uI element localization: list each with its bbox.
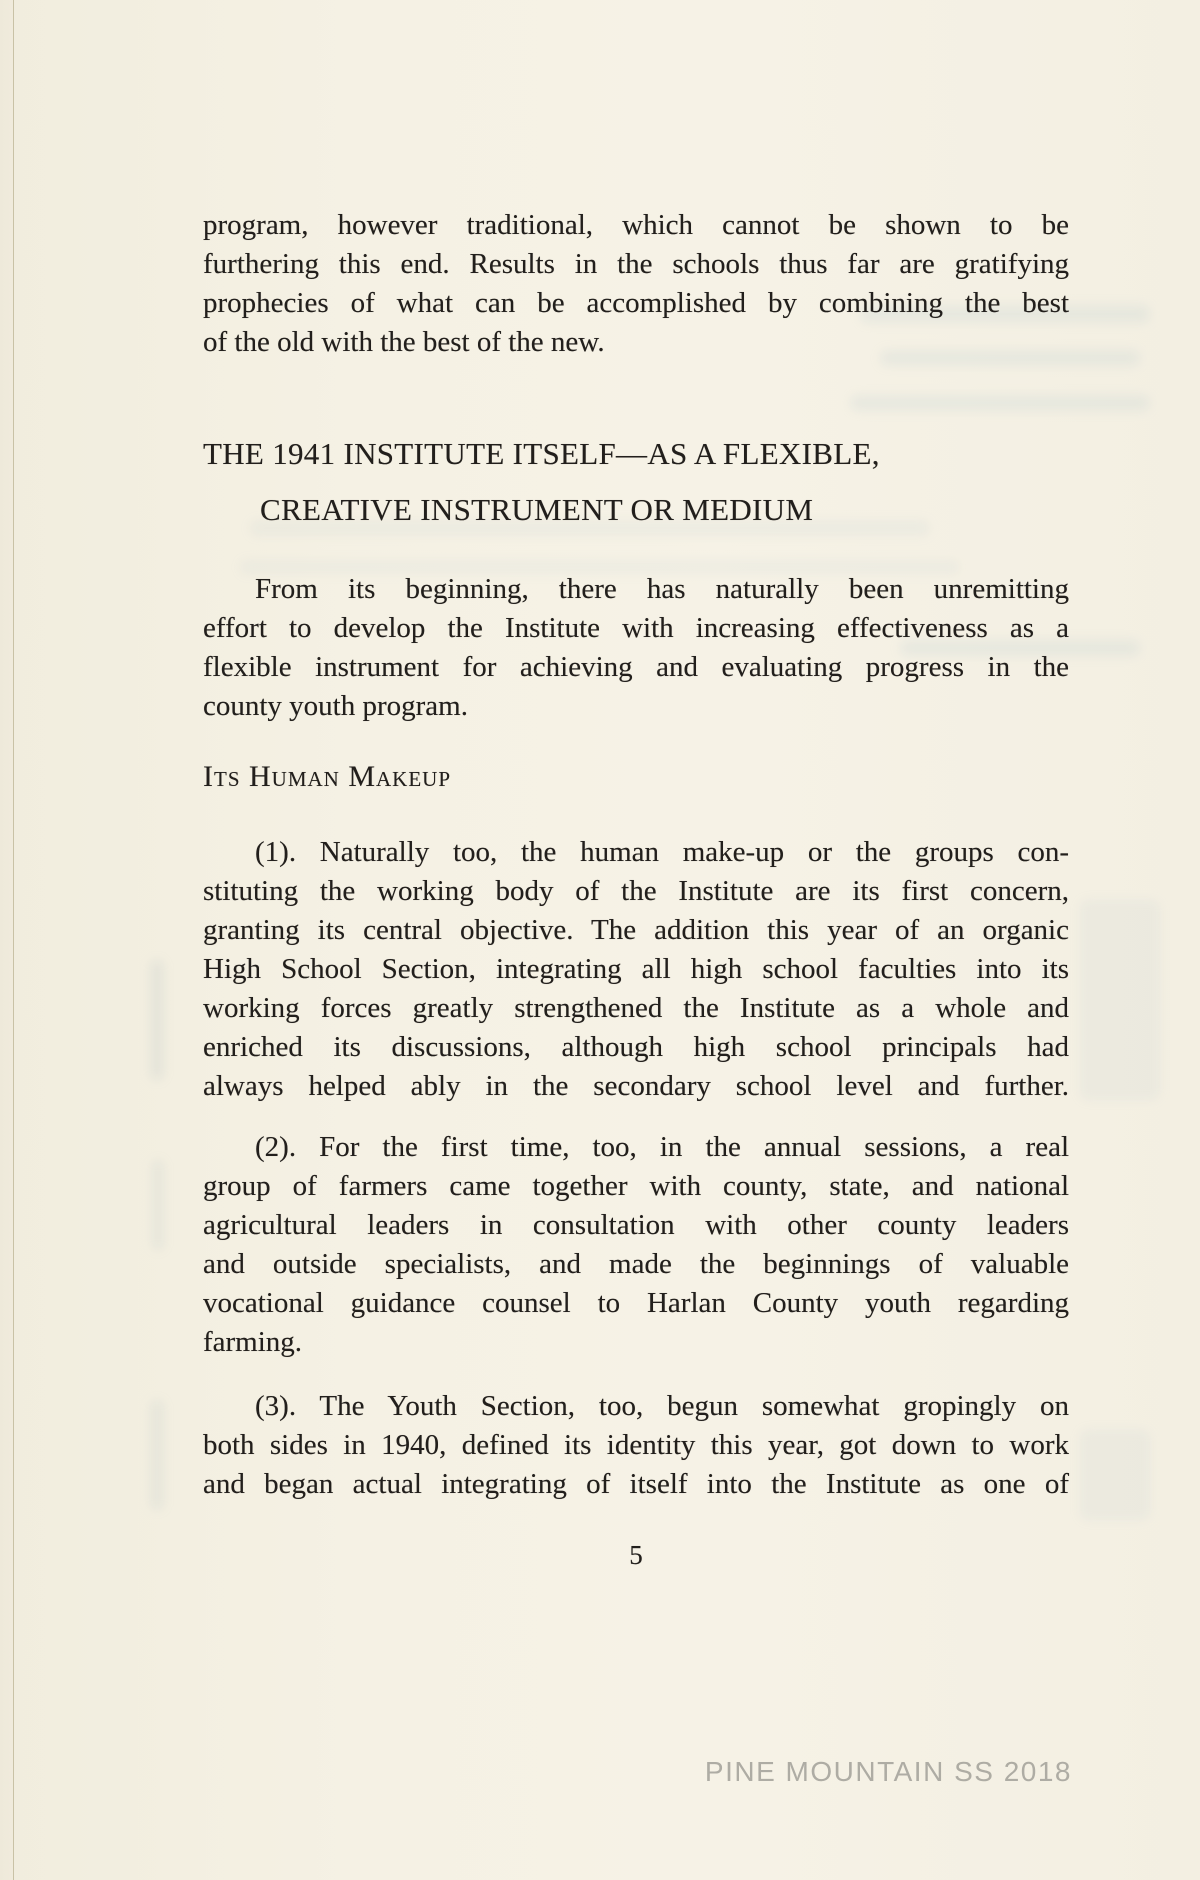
- text-line: From its beginning, there has naturally been unremitting: [255, 573, 1069, 605]
- text-line: program, however traditional, which cannot be shown to be: [203, 209, 1069, 241]
- text-line: (2). For the first time, too, in the annual sessions, a real: [255, 1131, 1069, 1163]
- paragraph-numbered-3: [203, 1387, 1069, 1504]
- paragraph-intro: [203, 570, 1069, 726]
- text-line: flexible instrument for achieving and evaluating progress in the: [203, 651, 1069, 683]
- text-line: stituting the working body of the Institute are its first concern,: [203, 875, 1069, 907]
- section-heading: [203, 426, 1069, 538]
- paragraph-numbered-1: [203, 833, 1069, 1106]
- show-through-smudge: [850, 395, 1150, 411]
- page-fold-edge: [0, 0, 14, 1880]
- text-line: of the old with the best of the new.: [203, 326, 605, 358]
- text-line: (3). The Youth Section, too, begun somewhat gropingly on: [255, 1390, 1069, 1422]
- watermark: PINE MOUNTAIN SS 2018: [704, 1756, 1072, 1787]
- text-line: farming.: [203, 1326, 303, 1358]
- section-heading-line2: CREATIVE INSTRUMENT OR MEDIUM: [260, 492, 814, 527]
- text-line: group of farmers came together with county, state, and national: [203, 1170, 1069, 1202]
- text-line: furthering this end. Results in the schools thus far are gratifying: [203, 248, 1069, 280]
- text-line: vocational guidance counsel to Harlan County youth regarding: [203, 1287, 1069, 1319]
- subheading-its-human-makeup: Its Human Makeup: [203, 760, 452, 793]
- text-line: working forces greatly strengthened the Institute as a whole and: [203, 992, 1069, 1024]
- text-line: prophecies of what can be accomplished by combining the best: [203, 287, 1069, 319]
- text-line: High School Section, integrating all high school faculties into its: [203, 953, 1069, 985]
- text-line: granting its central objective. The addition this year of an organic: [203, 914, 1069, 946]
- show-through-smudge: [150, 960, 164, 1080]
- paragraph-numbered-2: [203, 1128, 1069, 1362]
- text-line: effort to develop the Institute with increasing effectiveness as a: [203, 612, 1069, 644]
- show-through-smudge: [150, 1400, 164, 1510]
- show-through-smudge: [1080, 900, 1160, 1100]
- show-through-smudge: [1080, 1430, 1150, 1520]
- text-line: both sides in 1940, defined its identity this year, got down to work: [203, 1429, 1069, 1461]
- text-line: agricultural leaders in consultation with other county leaders: [203, 1209, 1069, 1241]
- text-line: always helped ably in the secondary school level and further.: [203, 1070, 1069, 1102]
- text-line: and began actual integrating of itself into the Institute as one of: [203, 1468, 1069, 1500]
- paragraph-continuation: [203, 206, 1069, 362]
- text-line: county youth program.: [203, 690, 468, 722]
- text-line: enriched its discussions, although high school principals had: [203, 1031, 1069, 1063]
- page-number: 5: [629, 1540, 643, 1570]
- show-through-smudge: [152, 1160, 164, 1250]
- section-heading-line1: THE 1941 INSTITUTE ITSELF—AS A FLEXIBLE,: [203, 436, 880, 471]
- text-line: (1). Naturally too, the human make-up or the groups con-: [255, 836, 1069, 868]
- text-line: and outside specialists, and made the beginnings of valuable: [203, 1248, 1069, 1280]
